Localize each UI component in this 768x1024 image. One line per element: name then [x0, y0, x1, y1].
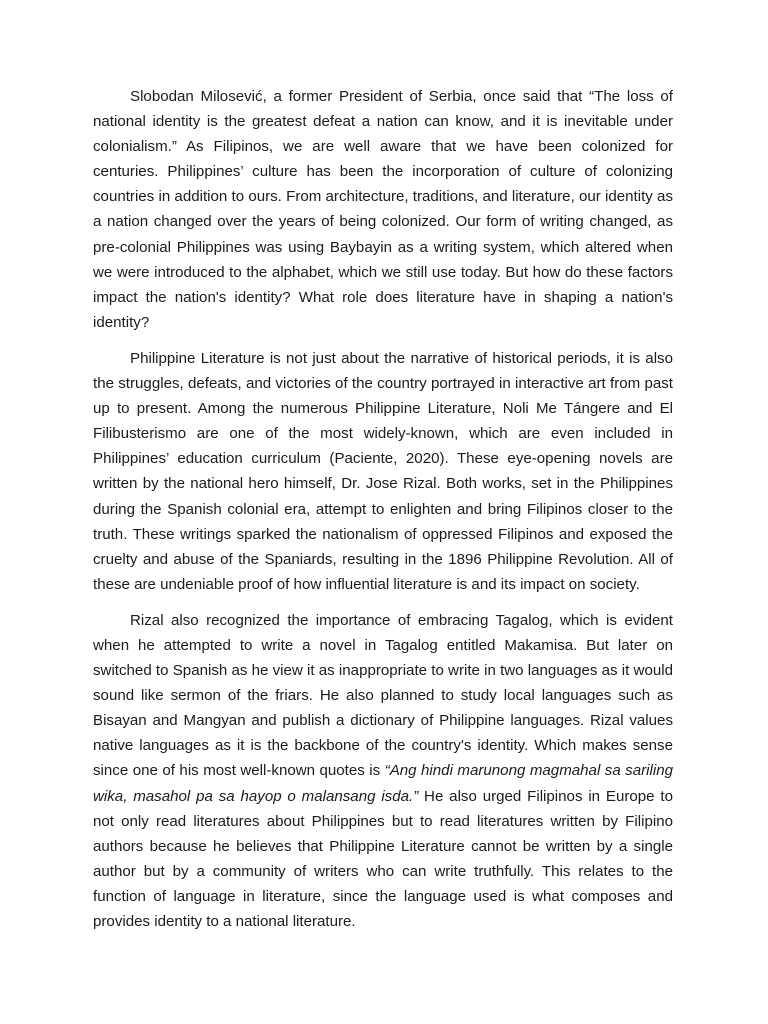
paragraph-national-identity: Slobodan Milosević, a former President of Serbia, once said that “The loss of national identity is the greatest defeat a nation can know, and it is inevitable under colonialism.” As Filipinos, we are well aware that we have been colonized for centuries. Philippines’ culture has been the incorporation of culture of colonizing countries in addition to ours. From architecture, traditions, and literature, our identity as a nation changed over the years of being colonized. Our form of writing changed, as pre-colonial Philippines was using Baybayin as a writing system, which altered when we were introduced to the alphabet, which we still use today. But how do these factors impact the nation's identity? What role does literature have in shaping a nation's identity? [93, 88, 673, 331]
paragraph-text-before-quote: Rizal also recognized the importance of embracing Tagalog, which is evident when he attempted to write a novel in Tagalog entitled Makamisa. But later on switched to Spanish as he view it as inappropriate to write in two languages as it would sound like sermon of the friars. He also planned to study local languages such as Bisayan and Mangyan and publish a dictionary of Philippine languages. Rizal values native languages as it is the backbone of the country's identity. Which makes sense since one of his most well-known quotes is [93, 611, 673, 780]
paragraph-rizal-tagalog [93, 608, 673, 934]
paragraph-philippine-literature: Philippine Literature is not just about the narrative of historical periods, it is also the struggles, defeats, and victories of the country portrayed in interactive art from past up to present. Among the numerous Philippine Literature, Noli Me Tángere and El Filibusterismo are one of the most widely-known, which are even included in Philippines’ education curriculum (Paciente, 2020). These eye-opening novels are written by the national hero himself, Dr. Jose Rizal. Both works, set in the Philippines during the Spanish colonial era, attempt to enlighten and bring Filipinos closer to the truth. These writings sparked the nationalism of oppressed Filipinos and exposed the cruelty and abuse of the Spaniards, resulting in the 1896 Philippine Revolution. All of these are undeniable proof of how influential literature is and its impact on society. [93, 349, 673, 593]
document-body [93, 84, 673, 945]
paragraph-text-after-quote: He also urged Filipinos in Europe to not only read literatures about Philippines but to read literatures written by Filipino authors because he believes that Philippine Literature cannot be written by a single author but by a community of writers who can write truthfully. This relates to the function of language in literature, since the language used is what composes and provides identity to a national literature. [93, 787, 673, 930]
rizal-quote: “Ang hindi marunong magmahal sa sariling wika, masahol pa sa hayop o malansang isda.” [93, 762, 674, 805]
